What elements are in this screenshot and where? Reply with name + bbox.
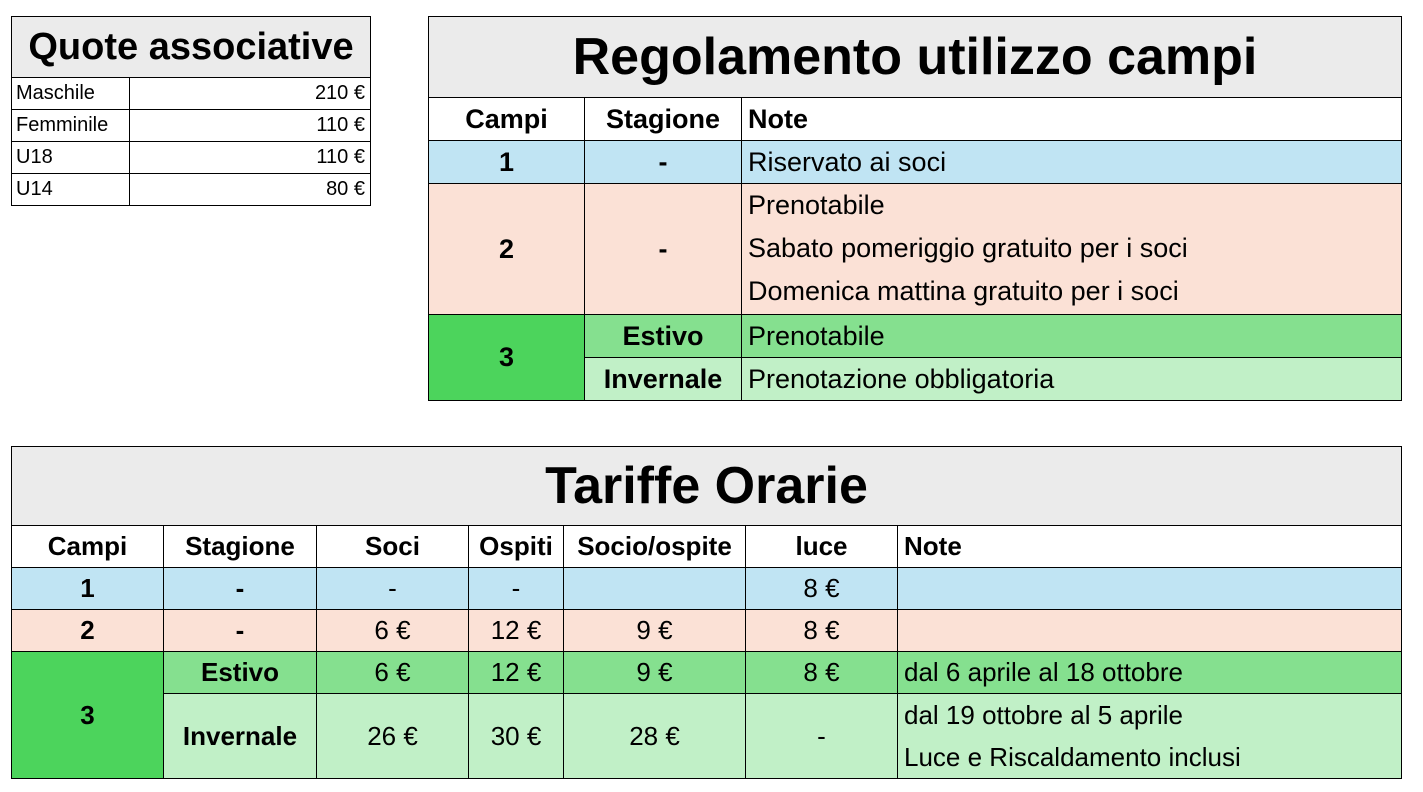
- campo-number: 2: [12, 610, 164, 652]
- stagione-value: Estivo: [585, 315, 742, 358]
- quote-value: 110 €: [130, 142, 371, 174]
- note-line: Luce e Riscaldamento inclusi: [904, 742, 1241, 772]
- note-line: Domenica mattina gratuito per i soci: [748, 276, 1179, 306]
- stagione-value: -: [164, 610, 317, 652]
- header-socio-ospite: Socio/ospite: [564, 526, 746, 568]
- socio-ospite-price: [564, 568, 746, 610]
- note-value: Prenotabile: [742, 315, 1402, 358]
- tariffe-orarie-table: [11, 446, 1402, 779]
- quote-label: U18: [12, 142, 130, 174]
- note-value: Riservato ai soci: [742, 141, 1402, 184]
- quote-title: Quote associative: [12, 17, 371, 78]
- soci-price: 6 €: [317, 652, 469, 694]
- note-line: Prenotabile: [748, 190, 885, 220]
- luce-price: -: [746, 694, 898, 779]
- quote-row: [12, 174, 371, 206]
- quote-value: 210 €: [130, 78, 371, 110]
- campo-number: 1: [12, 568, 164, 610]
- campo-number: 3: [12, 652, 164, 779]
- ospiti-price: 12 €: [469, 652, 564, 694]
- header-soci: Soci: [317, 526, 469, 568]
- regolamento-title: Regolamento utilizzo campi: [429, 17, 1402, 98]
- quote-row: [12, 142, 371, 174]
- header-campi: Campi: [12, 526, 164, 568]
- socio-ospite-price: 9 €: [564, 610, 746, 652]
- header-stagione: Stagione: [164, 526, 317, 568]
- header-campi: Campi: [429, 98, 585, 141]
- soci-price: 26 €: [317, 694, 469, 779]
- stagione-value: -: [585, 184, 742, 315]
- note-value: dal 6 aprile al 18 ottobre: [898, 652, 1402, 694]
- note-value: [898, 610, 1402, 652]
- quote-row: [12, 110, 371, 142]
- tariffe-row-campo-3-invernale: [12, 694, 1402, 779]
- quote-row: [12, 78, 371, 110]
- ospiti-price: -: [469, 568, 564, 610]
- header-luce: luce: [746, 526, 898, 568]
- tariffe-row-campo-1: [12, 568, 1402, 610]
- stagione-value: Invernale: [585, 358, 742, 401]
- tariffe-row-campo-2: [12, 610, 1402, 652]
- quote-label: Maschile: [12, 78, 130, 110]
- note-value-multiline: [898, 694, 1402, 779]
- socio-ospite-price: 9 €: [564, 652, 746, 694]
- ospiti-price: 12 €: [469, 610, 564, 652]
- luce-price: 8 €: [746, 568, 898, 610]
- header-note: Note: [898, 526, 1402, 568]
- note-line: dal 19 ottobre al 5 aprile: [904, 700, 1183, 730]
- note-value-multiline: [742, 184, 1402, 315]
- stagione-value: Estivo: [164, 652, 317, 694]
- luce-price: 8 €: [746, 652, 898, 694]
- note-value: Prenotazione obbligatoria: [742, 358, 1402, 401]
- stagione-value: -: [585, 141, 742, 184]
- quote-label: Femminile: [12, 110, 130, 142]
- tariffe-title: Tariffe Orarie: [12, 447, 1402, 526]
- tariffe-row-campo-3-estivo: [12, 652, 1402, 694]
- header-ospiti: Ospiti: [469, 526, 564, 568]
- stagione-value: -: [164, 568, 317, 610]
- quote-value: 110 €: [130, 110, 371, 142]
- quote-value: 80 €: [130, 174, 371, 206]
- header-stagione: Stagione: [585, 98, 742, 141]
- tariffe-header-row: [12, 526, 1402, 568]
- regolamento-table: [428, 16, 1402, 401]
- header-note: Note: [742, 98, 1402, 141]
- regolamento-header-row: [429, 98, 1402, 141]
- regolamento-row-campo-1: [429, 141, 1402, 184]
- luce-price: 8 €: [746, 610, 898, 652]
- quote-label: U14: [12, 174, 130, 206]
- campo-number: 2: [429, 184, 585, 315]
- regolamento-row-campo-3-estivo: [429, 315, 1402, 358]
- quote-associative-table: [11, 16, 371, 206]
- stagione-value: Invernale: [164, 694, 317, 779]
- campo-number: 1: [429, 141, 585, 184]
- regolamento-row-campo-2: [429, 184, 1402, 315]
- note-line: Sabato pomeriggio gratuito per i soci: [748, 233, 1188, 263]
- campo-number: 3: [429, 315, 585, 401]
- ospiti-price: 30 €: [469, 694, 564, 779]
- socio-ospite-price: 28 €: [564, 694, 746, 779]
- soci-price: 6 €: [317, 610, 469, 652]
- note-value: [898, 568, 1402, 610]
- soci-price: -: [317, 568, 469, 610]
